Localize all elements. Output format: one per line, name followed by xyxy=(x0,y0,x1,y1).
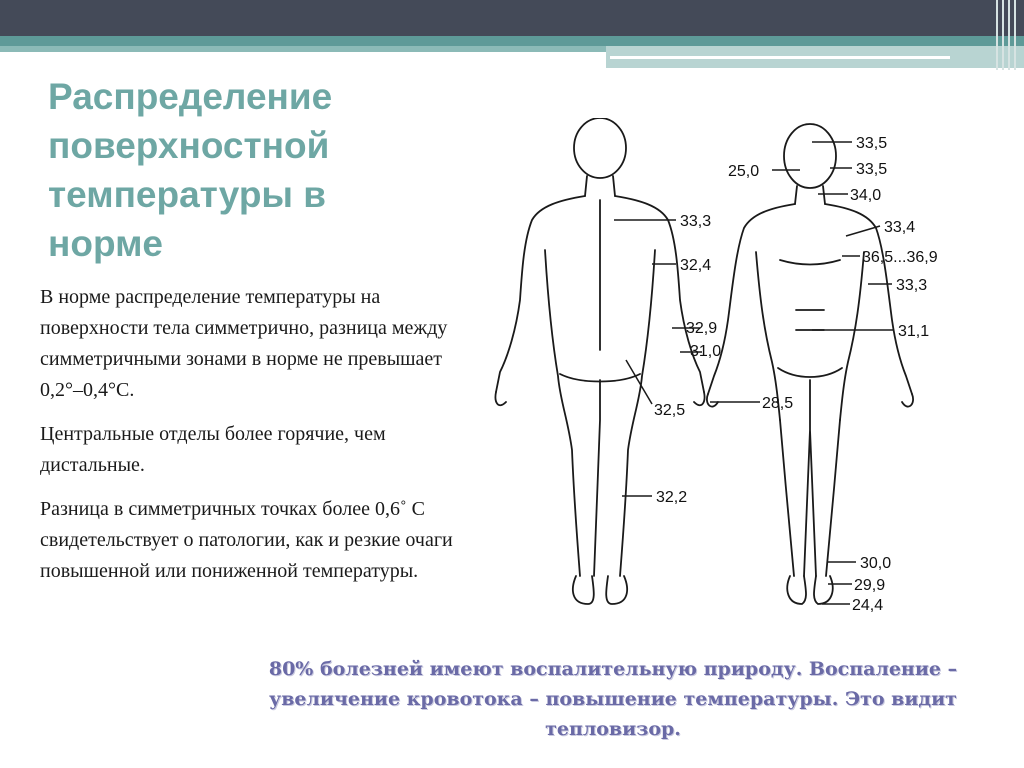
label-back-upper-back: 33,3 xyxy=(680,213,712,230)
label-front-nose: 25,0 xyxy=(728,163,760,180)
paragraph-pathology: Разница в симметричных точках более 0,6˚ С свидетельствует о патологии, как и резкие очаги повышенной или пониженной температуры. xyxy=(40,498,453,582)
body-text xyxy=(40,282,485,600)
label-front-axilla: 36,5...36,9 xyxy=(862,249,938,266)
label-back-hand-b: 31,0 xyxy=(690,343,722,360)
back-temperature-labels xyxy=(654,213,793,506)
slide-title: Распределение поверхностной температуры в норме xyxy=(48,76,333,264)
label-back-finger: 28,5 xyxy=(762,395,794,412)
paragraph-central: Центральные отделы более горячие, чем дистальные. xyxy=(40,423,386,476)
label-front-forehead: 33,5 xyxy=(856,135,888,152)
label-back-thigh: 32,2 xyxy=(656,489,688,506)
label-front-abdomen: 31,1 xyxy=(898,323,930,340)
label-front-toes: 24,4 xyxy=(852,597,884,614)
label-front-cheek: 33,5 xyxy=(856,161,888,178)
label-back-midback: 32,4 xyxy=(680,257,712,274)
label-back-buttock: 32,5 xyxy=(654,402,686,419)
label-front-ankle: 30,0 xyxy=(860,555,892,572)
top-header-bar xyxy=(0,0,1024,36)
body-temperature-diagram xyxy=(488,118,1008,618)
label-front-neck: 34,0 xyxy=(850,187,882,204)
label-back-hand-a: 32,9 xyxy=(686,320,718,337)
back-view-figure xyxy=(495,118,704,604)
label-front-chest: 33,4 xyxy=(884,219,916,236)
accent-band-line xyxy=(610,56,950,59)
paragraph-symmetry: В норме распределение температуры на поверхности тела симметрично, разница между симметричными зонами в норме не превышает 0,2°–0,4°С. xyxy=(40,286,448,401)
bottom-note: 80% болезней имеют воспалительную природу. Воспаление – увеличение кровотока – повышение температуры. Это видит тепловизор. xyxy=(268,658,958,740)
corner-stripes xyxy=(992,0,1024,70)
label-front-arm: 33,3 xyxy=(896,277,928,294)
accent-band-light xyxy=(0,46,606,52)
label-front-foot: 29,9 xyxy=(854,577,886,594)
accent-band xyxy=(0,36,1024,46)
